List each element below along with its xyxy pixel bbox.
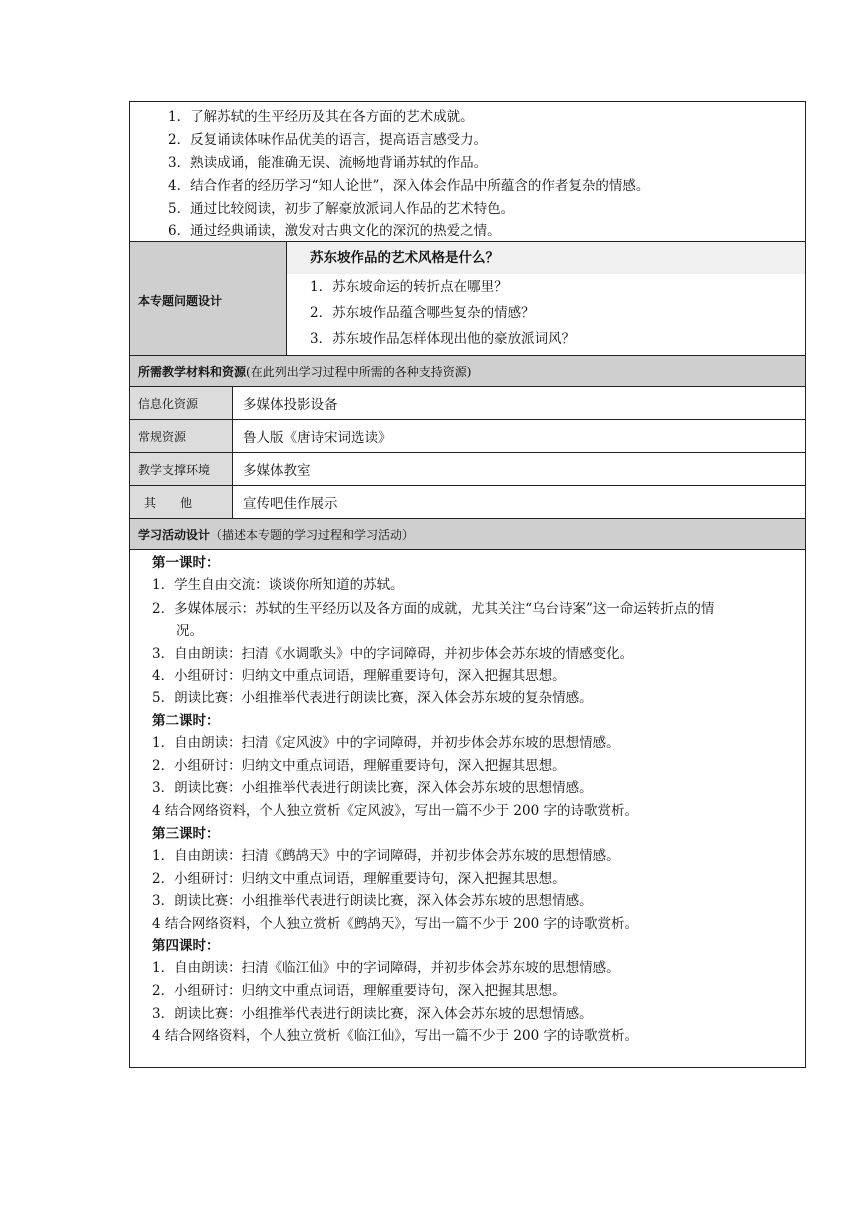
materials-header-title: 所需教学材料和资源 [138,364,247,379]
objective-item: 3．熟读成诵，能准确无误、流畅地背诵苏轼的作品。 [168,155,488,171]
activity-item: 4 结合网络资料，个人独立赏析《临江仙》，写出一篇不少于 200 字的诗歌赏析。 [152,1028,638,1044]
material-value: 多媒体投影设备 [243,397,338,413]
objectives-section [130,102,805,241]
material-row [130,387,805,420]
activity-item: 3．自由朗读：扫清《水调歌头》中的字词障碍，并初步体会苏东坡的情感变化。 [152,646,634,662]
materials-header [130,355,805,387]
material-value: 鲁人版《唐诗宋词选读》 [243,430,392,446]
objective-item: 1．了解苏轼的生平经历及其在各方面的艺术成就。 [168,109,474,125]
main-question-band [287,242,805,274]
activity-item: 2．小组研讨：归纳文中重点词语，理解重要诗句，深入把握其思想。 [152,983,566,999]
material-label: 常规资源 [130,420,233,452]
sub-question: 2．苏东坡作品蕴含哪些复杂的情感？ [310,305,535,321]
objective-item: 4．结合作者的经历学习“知人论世”，深入体会作品中所蕴含的作者复杂的情感。 [168,178,650,194]
activity-item: 4．小组研讨：归纳文中重点词语，理解重要诗句，深入把握其思想。 [152,668,566,684]
material-value: 宣传吧佳作展示 [243,496,338,512]
objective-item: 5．通过比较阅读，初步了解豪放派词人作品的艺术特色。 [168,201,515,217]
activities-header-note: （描述本专题的学习过程和学习活动） [210,527,415,542]
activities-section [130,550,805,1068]
activities-header-title: 学习活动设计 [138,527,211,542]
activity-item: 3．朗读比赛：小组推举代表进行朗读比赛，深入体会苏东坡的思想情感。 [152,893,593,909]
activity-item: 4 结合网络资料，个人独立赏析《定风波》，写出一篇不少于 200 字的诗歌赏析。 [152,803,638,819]
material-value: 多媒体教室 [243,463,311,479]
question-design-section [130,241,805,355]
sub-question: 1．苏东坡命运的转折点在哪里？ [310,279,508,295]
activities-header [130,518,805,550]
lesson-title: 第二课时： [152,713,220,729]
lesson-plan-table [129,101,806,1068]
activity-item: 2．小组研讨：归纳文中重点词语，理解重要诗句，深入把握其思想。 [152,758,566,774]
material-row [130,486,805,518]
material-label: 其 他 [130,486,233,518]
lesson-title: 第一课时： [152,555,220,571]
activity-item: 况。 [176,623,203,639]
activity-item: 3．朗读比赛：小组推举代表进行朗读比赛，深入体会苏东坡的思想情感。 [152,780,593,796]
question-design-label-cell [130,242,287,355]
main-question: 苏东坡作品的艺术风格是什么？ [310,250,499,266]
material-row [130,420,805,453]
material-label: 信息化资源 [130,387,233,419]
activity-item: 1．自由朗读：扫清《临江仙》中的字词障碍，并初步体会苏东坡的思想情感。 [152,960,620,976]
activity-item: 4 结合网络资料，个人独立赏析《鹧鸪天》，写出一篇不少于 200 字的诗歌赏析。 [152,916,638,932]
objective-item: 6．通过经典诵读，激发对古典文化的深沉的热爱之情。 [168,223,501,239]
activity-item: 2．小组研讨：归纳文中重点词语，理解重要诗句，深入把握其思想。 [152,871,566,887]
activity-item: 1．自由朗读：扫清《鹧鸪天》中的字词障碍，并初步体会苏东坡的思想情感。 [152,848,620,864]
activity-item: 1．学生自由交流：谈谈你所知道的苏轼。 [152,577,404,593]
activity-item: 3．朗读比赛：小组推举代表进行朗读比赛，深入体会苏东坡的思想情感。 [152,1006,593,1022]
lesson-title: 第四课时： [152,938,220,954]
activity-item: 2．多媒体展示：苏轼的生平经历以及各方面的成就，尤其关注“乌台诗案”这一命运转折点的情 [152,601,715,617]
objective-item: 2．反复诵读体味作品优美的语言，提高语言感受力。 [168,132,488,148]
material-row [130,453,805,486]
materials-header-note: (在此列出学习过程中所需的各种支持资源) [246,364,472,379]
activity-item: 1．自由朗读：扫清《定风波》中的字词障碍，并初步体会苏东坡的思想情感。 [152,735,620,751]
question-design-label: 本专题问题设计 [138,294,223,308]
activity-item: 5．朗读比赛：小组推举代表进行朗读比赛，深入体会苏东坡的复杂情感。 [152,690,593,706]
lesson-title: 第三课时： [152,826,220,842]
sub-question: 3．苏东坡作品怎样体现出他的豪放派词风？ [310,331,576,347]
material-label: 教学支撑环境 [130,453,233,485]
